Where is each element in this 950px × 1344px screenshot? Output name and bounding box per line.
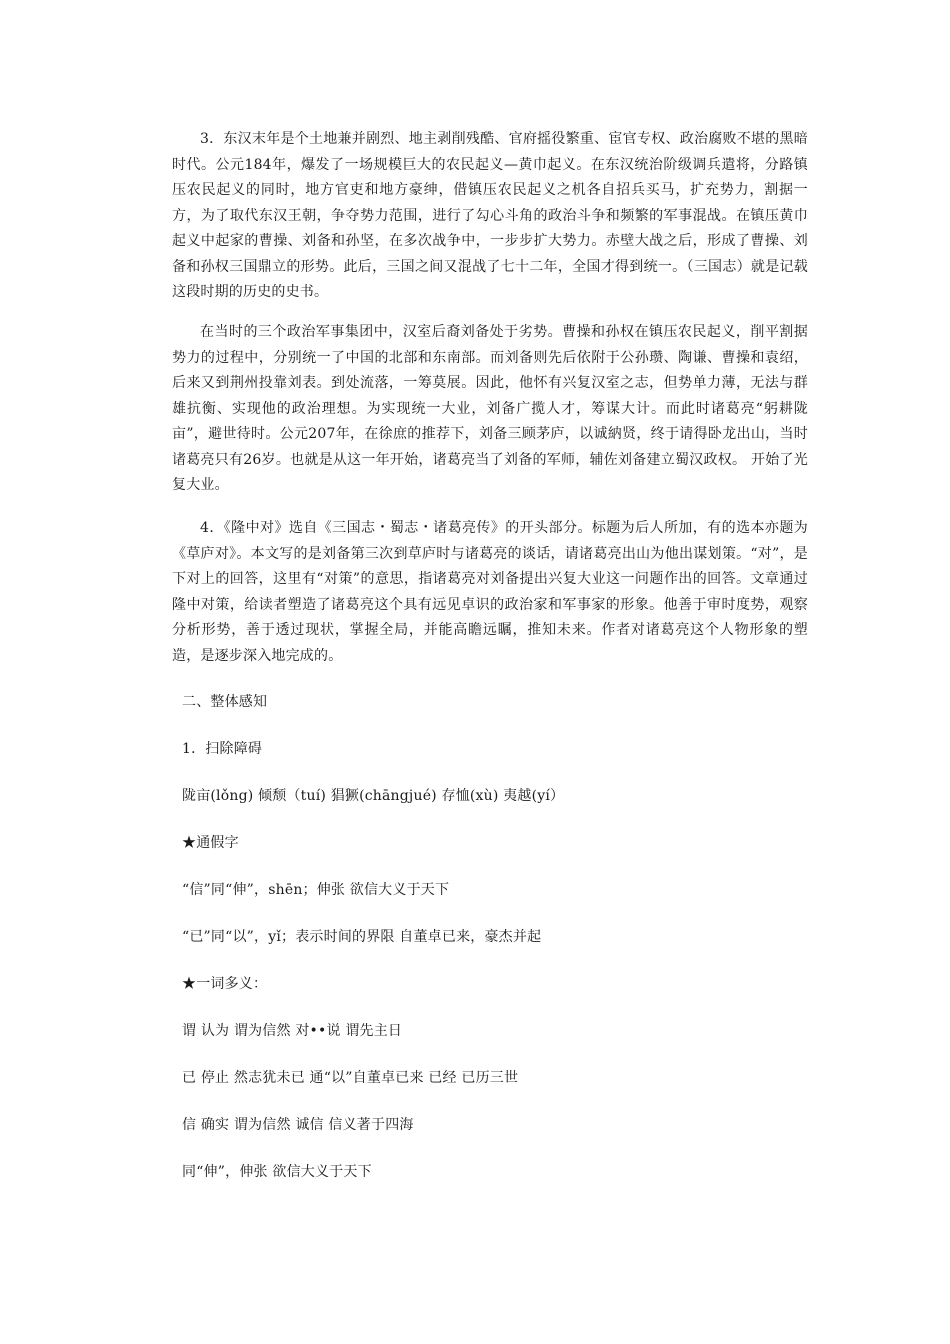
polysemy-item-2: 已 停止 然志犹未已 通“以”自董卓已来 已经 已历三世 [182, 1070, 519, 1086]
polysemy-heading: ★一词多义： [182, 976, 268, 992]
tongjiazi-heading: ★通假字 [182, 835, 239, 851]
polysemy-item-1: 谓 认为 谓为信然 对••说 谓先主日 [182, 1023, 403, 1039]
paragraph-background-han: 3．东汉末年是个土地兼并剧烈、地主剥削残酷、官府摇役繁重、宦官专权、政治腐败不堪的黑暗时代。公元184年，爆发了一场规模巨大的农民起义—黄巾起义。在东汉统治阶级调兵遣将，分路镇压农民起义的同时，地方官吏和地方豪绅，借镇压农民起义之机各自招兵买马，扩充势力，割据一方，为了取代东汉王朝，争夺势力范围，进行了勾心斗角的政治斗争和频繁的军事混战。在镇压黄巾起义中起家的曹操、刘备和孙坚，在多次战争中，一步步扩大势力。赤壁大战之后，形成了曹操、刘备和孙权三国鼎立的形势。此后，三国之间又混战了七十二年，全国才得到统一。（三国志）就是记载这段时期的历史的史书。 [172, 131, 808, 300]
paragraph-liu-bei-situation: 在当时的三个政治军事集团中，汉室后裔刘备处于劣势。曹操和孙权在镇压农民起义，削平割据势力的过程中，分别统一了中国的北部和东南部。而刘备则先后依附于公孙瓒、陶谦、曹操和袁绍，后来又到荆州投靠刘表。到处流落，一筹莫展。因此，他怀有兴复汉室之志，但势单力薄，无法与群雄抗衡、实现他的政治理想。为实现统一大业，刘备广揽人才，筹谋大计。而此时诸葛亮“躬耕陇亩”，避世待时。公元207年，在徐庶的推荐下，刘备三顾茅庐，以诚納贤，终于请得卧龙出山，当时诸葛亮只有26岁。也就是从这一年开始，诸葛亮当了刘备的军师，辅佐刘备建立蜀汉政权。 开始了光复大业。 [172, 324, 808, 493]
subheading-clear-obstacles: 1．扫除障碍 [182, 741, 263, 757]
tongjiazi-item-2: “已”同“以”，yǐ；表示时间的界限 自董卓已来，豪杰并起 [182, 929, 542, 945]
section-heading: 二、整体感知 [182, 694, 268, 710]
polysemy-item-4: 同“伸”，伸张 欲信大义于天下 [182, 1164, 372, 1180]
polysemy-item-3: 信 确实 谓为信然 诚信 信义著于四海 [182, 1117, 414, 1133]
tongjiazi-item-1: “信”同“伸”，shēn；伸张 欲信大义于天下 [182, 882, 450, 898]
pronunciation-line: 陇亩(lǒng) 倾颓（tuí) 猖獗(chāngjué) 存恤(xù) 夷越(yí） [182, 788, 565, 804]
paragraph-longzhongdui-intro: 4．《隆中对》选自《三国志・蜀志・诸葛亮传》的开头部分。标题为后人所加，有的选本亦题为《草庐对》。本文写的是刘备第三次到草庐时与诸葛亮的谈话，请诸葛亮出山为他出谋划策。“对”，是下对上的回答，这里有“对策”的意思，指诸葛亮对刘备提出兴复大业这一问题作出的回答。文章通过隆中对策，给读者塑造了诸葛亮这个具有远见卓识的政治家和军事家的形象。他善于审时度势，观察分析形势，善于透过现状，掌握全局，并能高瞻远瞩，推知未来。作者对诸葛亮这个人物形象的塑造，是逐步深入地完成的。 [172, 520, 808, 664]
